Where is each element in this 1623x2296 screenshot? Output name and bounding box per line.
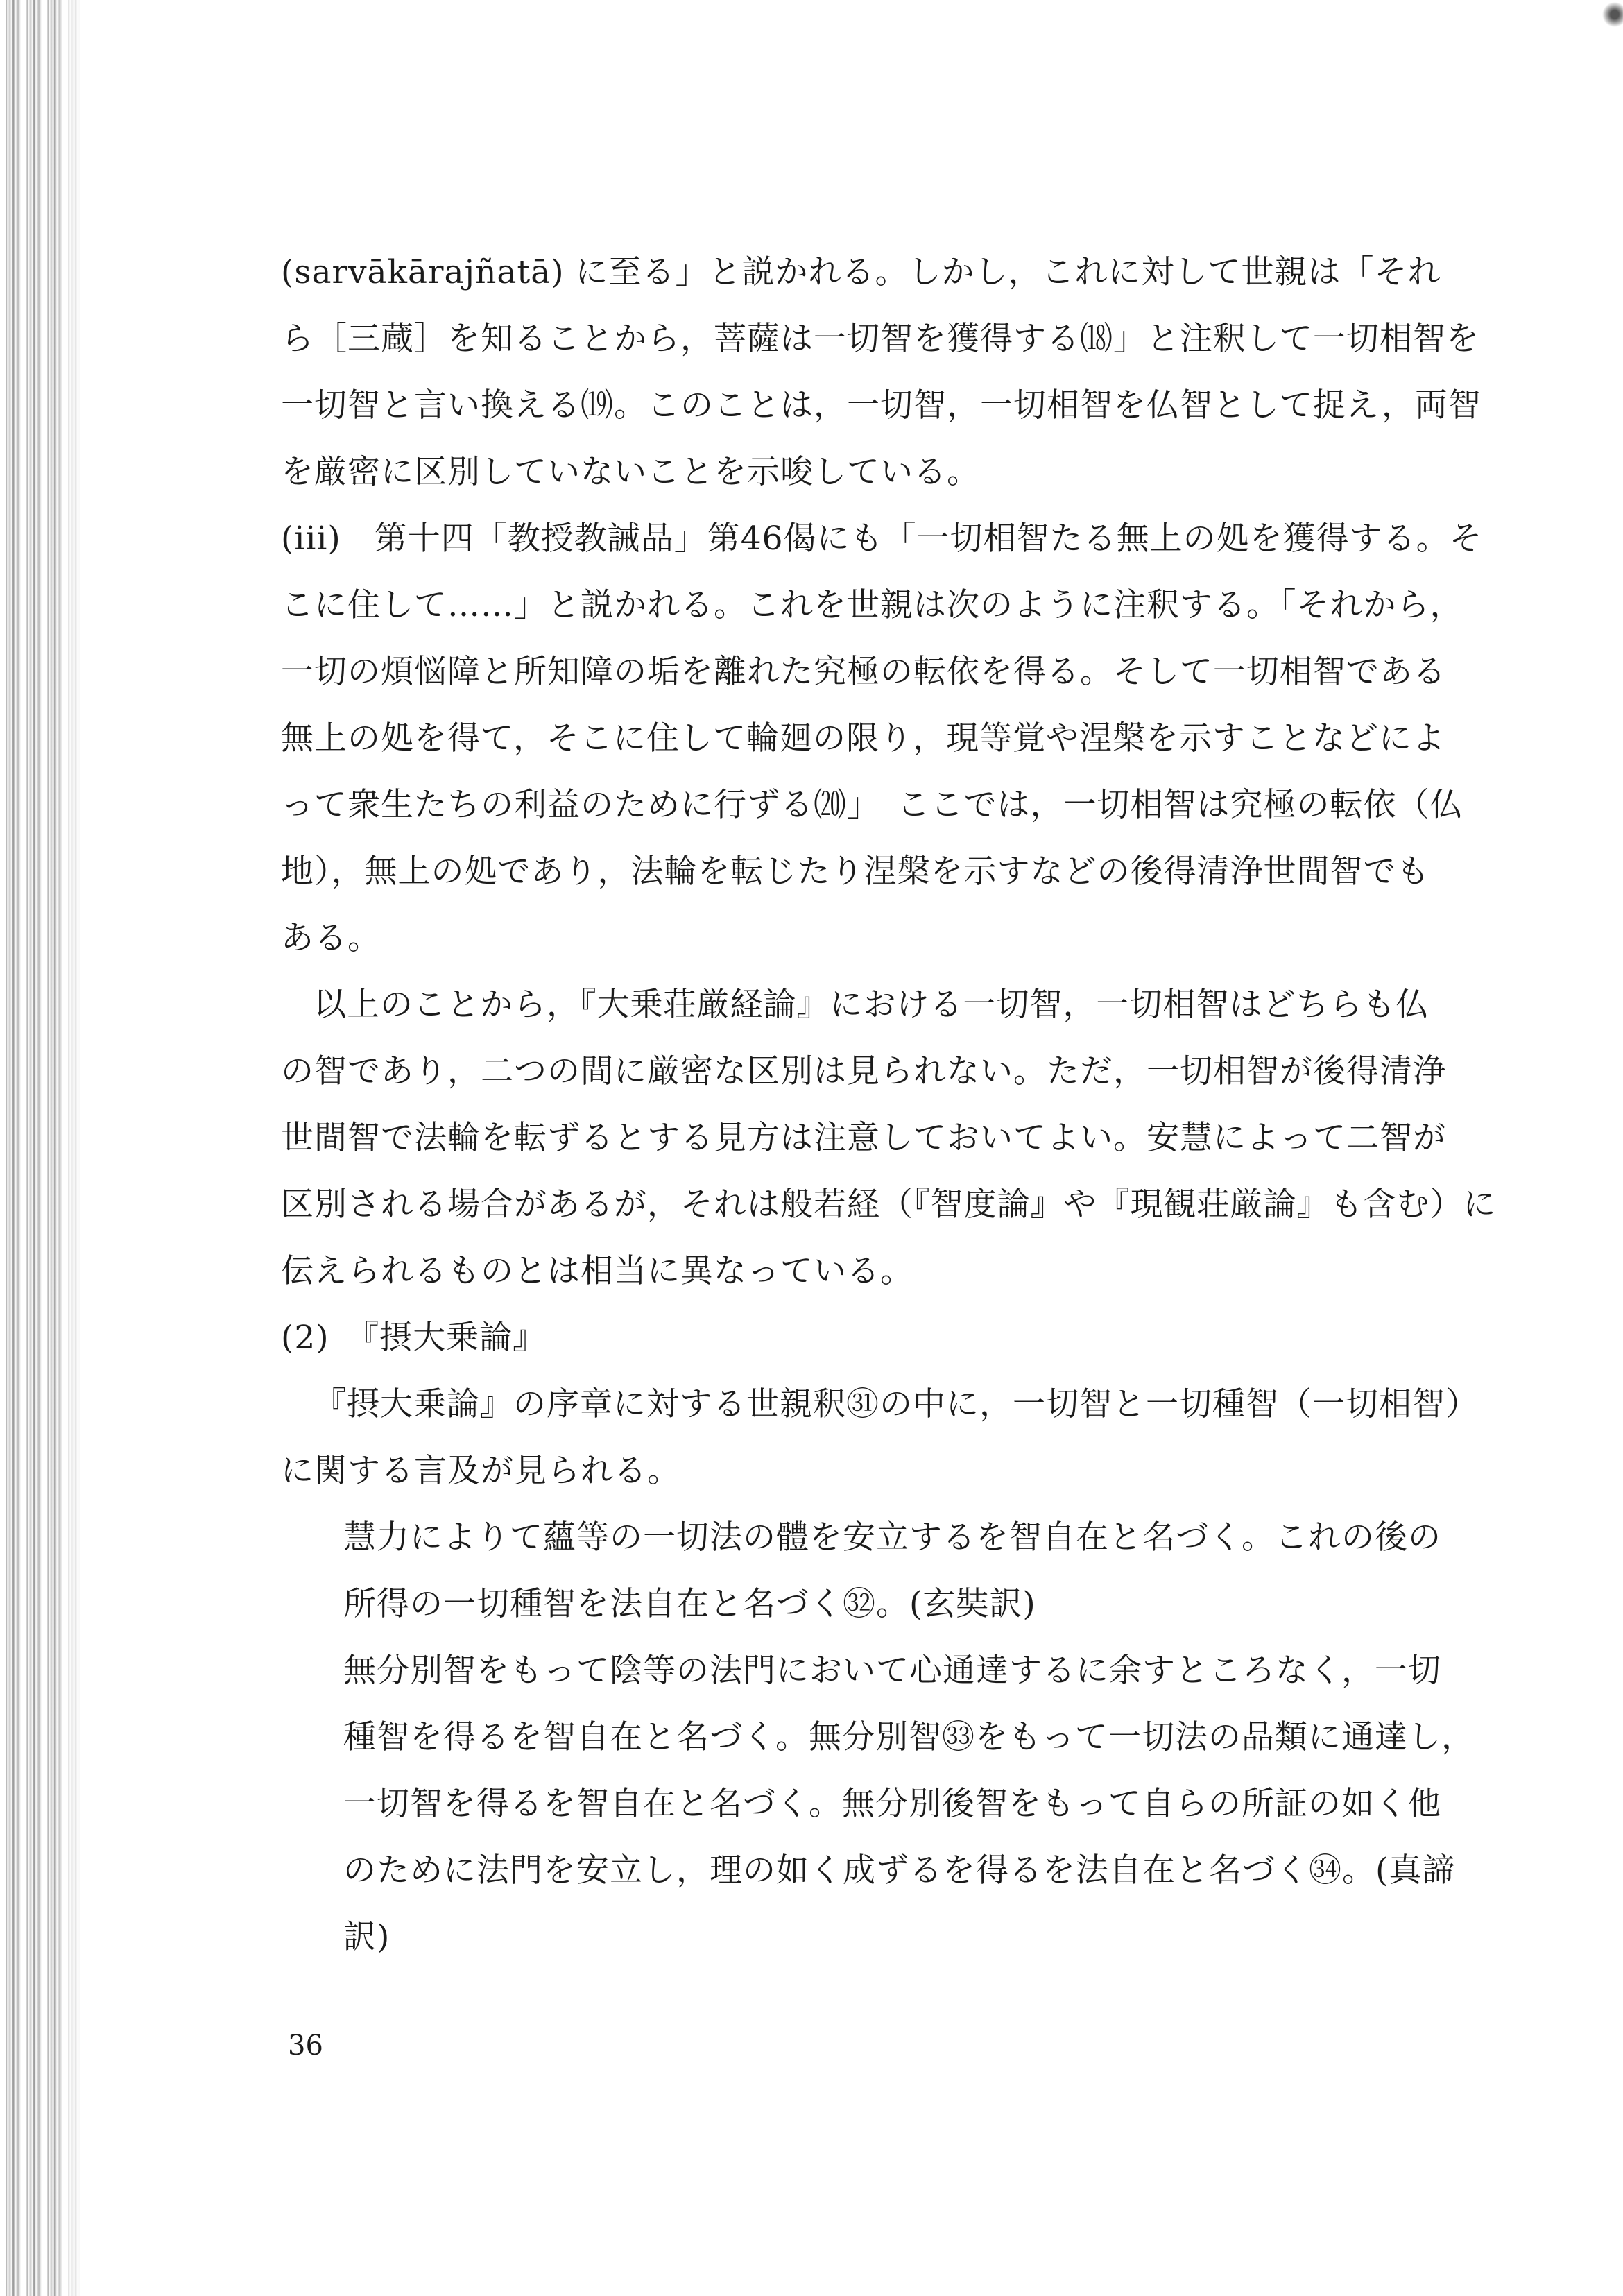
scan-corner-mark — [1581, 0, 1623, 49]
text-line: 一切智を得るを智自在と名づく。無分別後智をもって自らの所証の如く他 — [343, 1785, 1442, 1823]
text-line: って衆生たちの利益のために行ずる⒇」 ここでは，一切相智は究極の転依（仏 — [281, 786, 1463, 824]
body-text — [281, 239, 1498, 1971]
text-line: 慧力によりて蘊等の一切法の體を安立するを智自在と名づく。これの後の — [343, 1518, 1442, 1557]
binding-fade — [55, 0, 83, 2296]
text-line: ある。 — [281, 919, 381, 957]
text-line: の智であり，二つの間に厳密な区別は見られない。ただ，一切相智が後得清浄 — [281, 1052, 1446, 1090]
text-line: 地），無上の処であり，法輪を転じたり涅槃を示すなどの後得清浄世間智でも — [281, 853, 1430, 891]
page-number: 36 — [288, 2030, 323, 2062]
text-line: 一切の煩悩障と所知障の垢を離れた究極の転依を得る。そして一切相智である — [281, 653, 1446, 691]
text-line: ら［三蔵］を知ることから，菩薩は一切智を獲得する⒅」と注釈して一切相智を — [281, 320, 1479, 358]
text-line: 訳) — [343, 1918, 390, 1956]
text-line: 伝えられるものとは相当に異なっている。 — [281, 1252, 913, 1290]
text-line: (2) 『摂大乗論』 — [281, 1319, 547, 1357]
text-line: を厳密に区別していないことを示唆している。 — [281, 453, 980, 491]
text-line: 『摂大乗論』の序章に対する世親釈㉛の中に，一切智と一切種智（一切相智） — [314, 1385, 1479, 1423]
text-line: 無上の処を得て，そこに住して輪廻の限り，現等覚や涅槃を示すことなどによ — [281, 719, 1446, 757]
text-line: 種智を得るを智自在と名づく。無分別智㉝をもって一切法の品類に通達し， — [343, 1718, 1475, 1756]
text-line: (sarvākārajñatā) に至る」と説かれる。しかし，これに対して世親は「それ — [281, 253, 1441, 291]
text-line: 一切智と言い換える⒆。このことは，一切智，一切相智を仏智として捉え，両智 — [281, 386, 1482, 425]
text-line: のために法門を安立し，理の如く成ずるを得るを法自在と名づく㉞。(真諦 — [343, 1851, 1456, 1890]
text-line: 区別される場合があるが，それは般若経（『智度論』や『現観荘厳論』も含む）に — [281, 1185, 1497, 1224]
text-line: 以上のことから，『大乗荘厳経論』における一切智，一切相智はどちらも仏 — [314, 986, 1429, 1024]
text-line: こに住して……」と説かれる。これを世親は次のように注釈する。「それから， — [281, 586, 1463, 624]
text-line: 所得の一切種智を法自在と名づく㉜。(玄奘訳) — [343, 1585, 1036, 1623]
text-line: に関する言及が見られる。 — [281, 1452, 680, 1490]
text-line: 無分別智をもって陰等の法門において心通達するに余すところなく，一切 — [343, 1652, 1442, 1690]
text-line: 世間智で法輪を転ずるとする見方は注意しておいてよい。安慧によって二智が — [281, 1119, 1446, 1157]
text-line: (iii) 第十四「教授教誡品」第46偈にも「一切相智たる無上の処を獲得する。そ — [281, 520, 1483, 558]
